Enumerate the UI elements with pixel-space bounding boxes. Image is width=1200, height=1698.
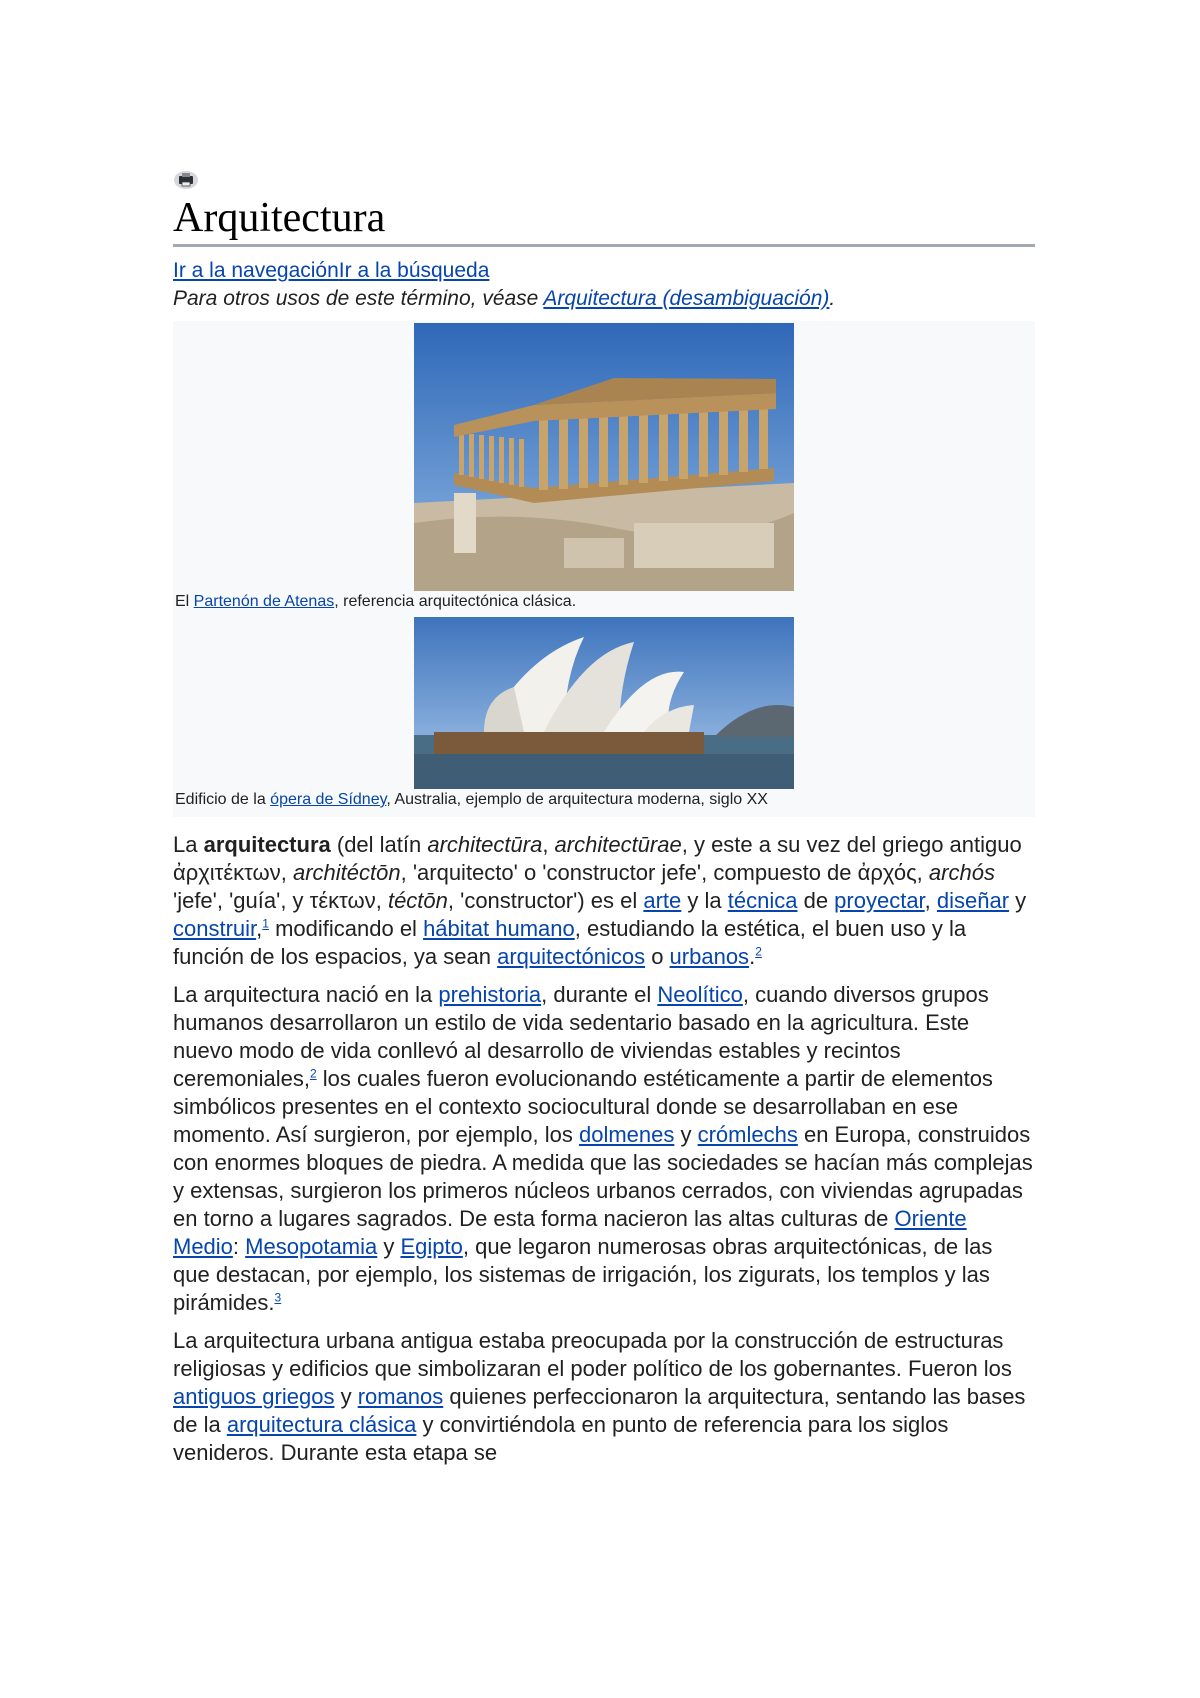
- text: , durante el: [541, 982, 658, 1007]
- printer-icon[interactable]: [173, 170, 199, 190]
- text: y: [1009, 888, 1027, 913]
- hatnote-text: Para otros usos de este término, véase: [173, 287, 544, 310]
- text: ,: [916, 860, 929, 885]
- link-proyectar[interactable]: proyectar: [834, 888, 925, 913]
- bold-term: arquitectura: [203, 832, 331, 857]
- text: La arquitectura nació en la: [173, 982, 439, 1007]
- skip-to-search-link[interactable]: Ir a la búsqueda: [338, 259, 490, 282]
- text: quienes perfeccionaron la arquitectura, sentando las bases de la: [173, 1384, 1026, 1437]
- text: :: [232, 1234, 246, 1259]
- disambiguation-link[interactable]: Arquitectura (desambiguación): [543, 287, 830, 310]
- caption-1-prefix: El: [175, 593, 194, 610]
- text: , que legaron numerosas obras arquitectónicas, de las que destacan, por ejemplo, los sistemas de irrigación, los zigurats, los templos y las pirámides.: [173, 1234, 993, 1315]
- link-egipto[interactable]: Egipto: [400, 1234, 463, 1259]
- sydney-opera-link[interactable]: ópera de Sídney: [270, 791, 387, 808]
- page-title: Arquitectura: [173, 192, 1035, 247]
- text: ,: [256, 916, 263, 941]
- link-cromlechs[interactable]: crómlechs: [697, 1122, 798, 1147]
- link-neolitico[interactable]: Neolítico: [657, 982, 743, 1007]
- text: , 'arquitecto' o 'constructor jefe', compuesto de: [400, 860, 858, 885]
- text: 'jefe', 'guía', y: [173, 888, 310, 913]
- text: ,: [375, 888, 388, 913]
- text: modificando el: [268, 916, 424, 941]
- link-antiguos-griegos[interactable]: antiguos griegos: [173, 1384, 335, 1409]
- link-habitat-humano[interactable]: hábitat humano: [423, 916, 575, 941]
- text: y convirtiéndola en punto de referencia para los siglos venideros. Durante esta etapa se: [173, 1412, 949, 1465]
- greek-term: ἀρχιτέκτων: [173, 860, 281, 885]
- image-caption-2: [173, 789, 1035, 811]
- link-urbanos[interactable]: urbanos: [669, 944, 750, 969]
- greek-term: ἀρχός: [857, 860, 917, 885]
- text: y: [377, 1234, 401, 1259]
- infobox: [173, 321, 1035, 817]
- ref-link[interactable]: 2: [755, 944, 762, 959]
- caption-2-suffix: , Australia, ejemplo de arquitectura moderna, siglo XX: [386, 791, 768, 808]
- ref-link[interactable]: 2: [309, 1066, 317, 1081]
- link-construir[interactable]: construir: [173, 916, 257, 941]
- text: ,: [924, 888, 937, 913]
- italic-term: téctōn: [387, 888, 448, 913]
- text: .: [749, 944, 756, 969]
- hatnote-end: .: [829, 287, 836, 310]
- link-romanos[interactable]: romanos: [357, 1384, 444, 1409]
- italic-term: architectūrae: [554, 832, 682, 857]
- link-dolmenes[interactable]: dolmenes: [578, 1122, 675, 1147]
- ref-link[interactable]: 1: [262, 916, 269, 931]
- text: , estudiando la estética, el buen uso y la función de los espacios, ya sean: [173, 916, 967, 969]
- text: los cuales fueron evolucionando estéticamente a partir de elementos simbólicos presentes en el contexto sociocultural donde se desarrollaban en ese momento. Así surgieron, por ejemplo, los: [173, 1066, 993, 1147]
- paragraph-3: [173, 1327, 1035, 1467]
- paragraph-2: [173, 981, 1035, 1317]
- link-mesopotamia[interactable]: Mesopotamia: [245, 1234, 378, 1259]
- link-arquitectonicos[interactable]: arquitectónicos: [497, 944, 646, 969]
- link-tecnica[interactable]: técnica: [727, 888, 798, 913]
- ref-link[interactable]: 3: [274, 1290, 282, 1305]
- italic-term: architectūra: [427, 832, 543, 857]
- text: ,: [280, 860, 293, 885]
- reference-3[interactable]: [274, 1291, 281, 1305]
- text: ,: [542, 832, 555, 857]
- caption-2-prefix: Edificio de la: [175, 791, 271, 808]
- text: , y este a su vez del griego antiguo: [681, 832, 1022, 857]
- article-content: [173, 170, 1035, 1477]
- reference-2[interactable]: [755, 945, 762, 959]
- text: y la: [681, 888, 728, 913]
- italic-term: architéctōn: [292, 860, 401, 885]
- parthenon-image[interactable]: [414, 323, 794, 591]
- paragraph-1: [173, 831, 1035, 971]
- article-body: [173, 831, 1035, 1467]
- caption-1-suffix: , referencia arquitectónica clásica.: [334, 593, 577, 610]
- text: (del latín: [330, 832, 428, 857]
- image-caption-1: [173, 591, 1035, 613]
- parthenon-link[interactable]: Partenón de Atenas: [193, 593, 335, 610]
- greek-term: τέκτων: [309, 888, 376, 913]
- text: , cuando diversos grupos humanos desarrollaron un estilo de vida sedentario basado en la agricultura. Este nuevo modo de vida conllevó al desarrollo de viviendas estables y recintos ceremoniales,: [173, 982, 989, 1091]
- hatnote: [173, 285, 1035, 313]
- text: , 'constructor') es el: [447, 888, 644, 913]
- link-disenar[interactable]: diseñar: [936, 888, 1010, 913]
- link-arte[interactable]: arte: [643, 888, 682, 913]
- link-prehistoria[interactable]: prehistoria: [438, 982, 542, 1007]
- text: de: [797, 888, 835, 913]
- text: en Europa, construidos con enormes bloques de piedra. A medida que las sociedades se hacían más complejas y extensas, surgieron los primeros núcleos urbanos cerrados, con viviendas agrupadas en torno a lugares sagrados. De esta forma nacieron las altas culturas de: [173, 1122, 1033, 1231]
- text: y: [334, 1384, 358, 1409]
- reference-2[interactable]: [310, 1067, 317, 1081]
- italic-term: archós: [928, 860, 995, 885]
- sydney-opera-house-image[interactable]: [414, 617, 794, 789]
- reference-1[interactable]: [262, 917, 269, 931]
- skip-to-navigation-link[interactable]: Ir a la navegación: [173, 259, 339, 282]
- skip-links: [173, 257, 1035, 285]
- link-oriente-medio[interactable]: Oriente Medio: [173, 1206, 967, 1259]
- link-arquitectura-clasica[interactable]: arquitectura clásica: [226, 1412, 417, 1437]
- text: o: [645, 944, 670, 969]
- text: La: [173, 832, 204, 857]
- text: y: [674, 1122, 698, 1147]
- text: La arquitectura urbana antigua estaba preocupada por la construcción de estructuras religiosas y edificios que simbolizaran el poder político de los gobernantes. Fueron los: [173, 1328, 1012, 1381]
